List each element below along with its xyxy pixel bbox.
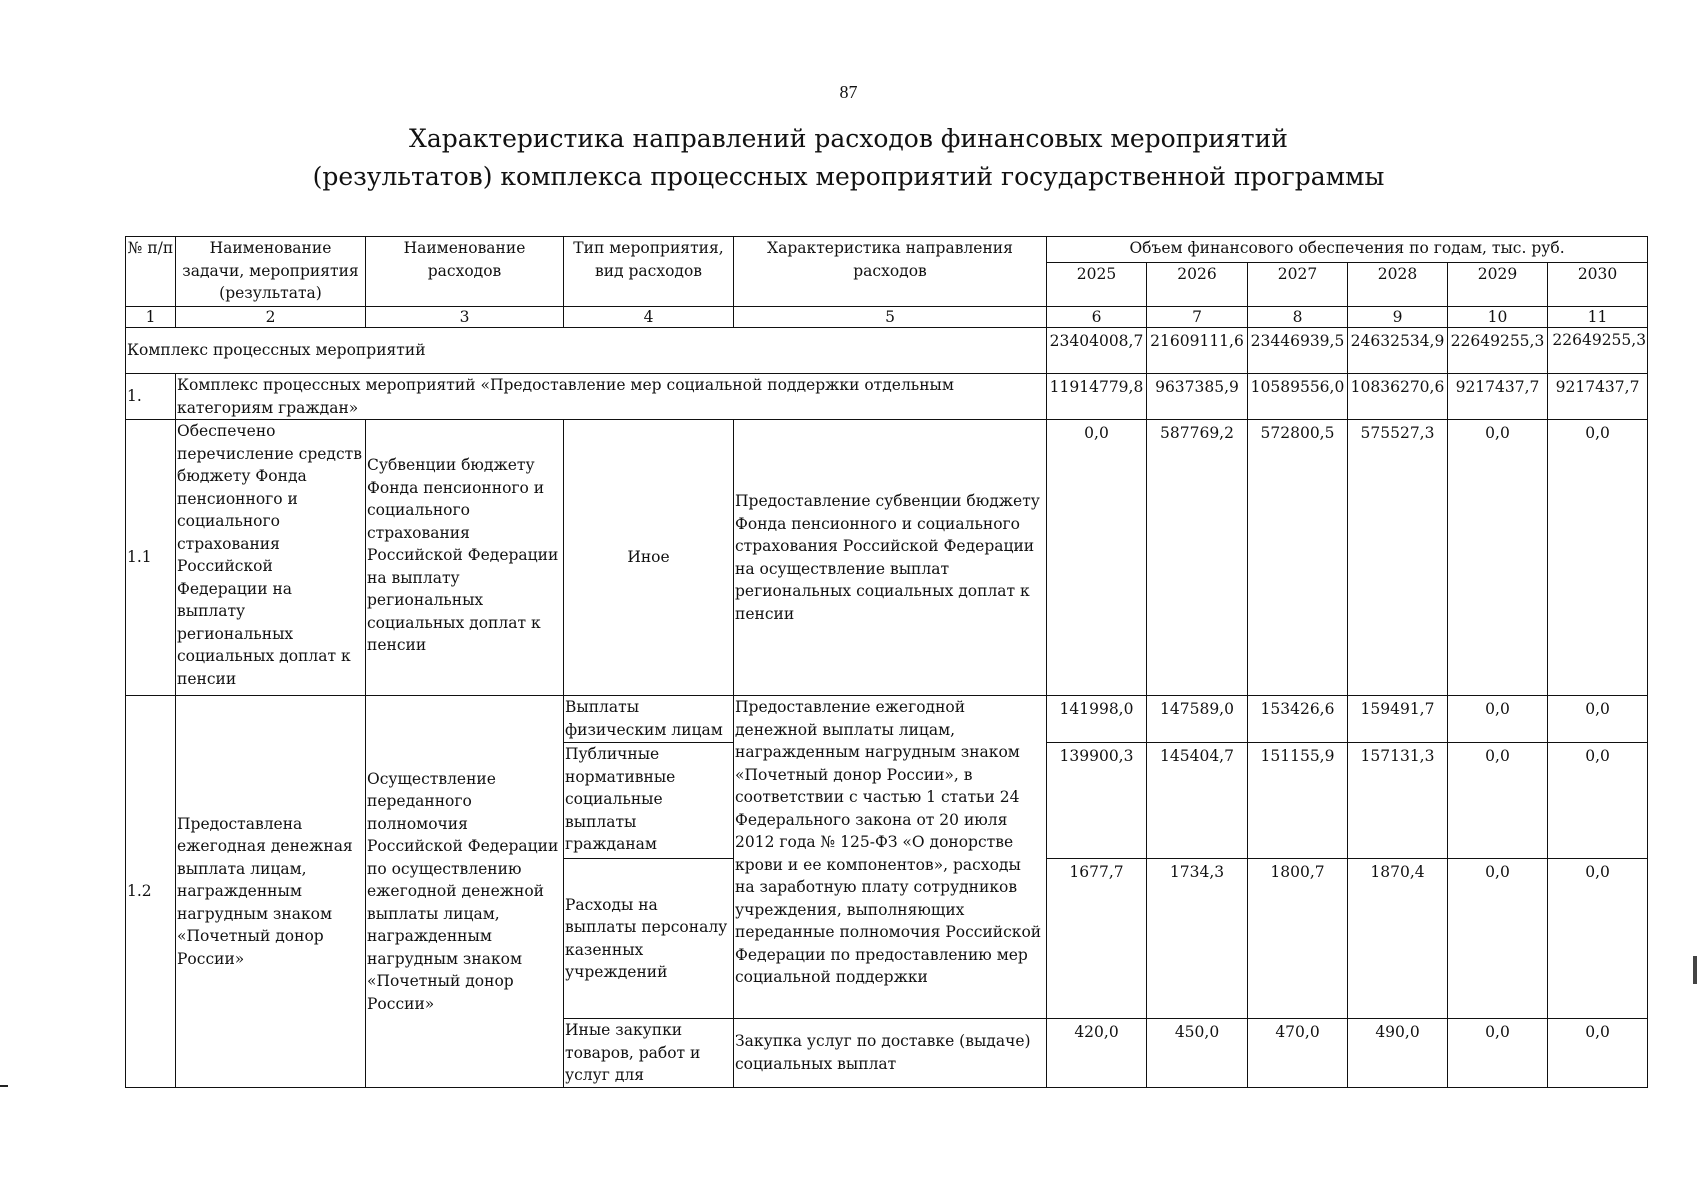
value-cell: 1800,7	[1248, 859, 1348, 1019]
column-number: 6	[1047, 307, 1147, 328]
value-cell: 490,0	[1348, 1019, 1448, 1088]
value-cell: 0,0	[1548, 1019, 1648, 1088]
value-cell: 0,0	[1548, 859, 1648, 1019]
row-1-2-num: 1.2	[126, 696, 176, 1088]
column-number: 7	[1147, 307, 1248, 328]
header-year: 2027	[1248, 263, 1348, 307]
page-number: 87	[839, 82, 858, 102]
title-line-2: (результатов) комплекса процессных мероприятий государственной программы	[312, 162, 1385, 191]
value-cell: 151155,9	[1248, 743, 1348, 859]
title-line-1: Характеристика направлений расходов финансовых мероприятий	[409, 124, 1288, 153]
value-cell: 450,0	[1147, 1019, 1248, 1088]
value-cell: 575527,3	[1348, 420, 1448, 696]
value-cell: 587769,2	[1147, 420, 1248, 696]
value-cell: 159491,7	[1348, 696, 1448, 743]
scan-edge-mark	[1693, 956, 1697, 984]
header-year: 2025	[1047, 263, 1147, 307]
header-characteristic: Характеристика направления расходов	[734, 237, 1047, 307]
value-cell: 0,0	[1548, 743, 1648, 859]
value-cell: 22649255,3	[1448, 328, 1548, 374]
value-cell: 11914779,8	[1047, 374, 1147, 420]
column-number: 11	[1548, 307, 1648, 328]
header-volume: Объем финансового обеспечения по годам, тыс. руб.	[1047, 237, 1648, 263]
header-year: 2030	[1548, 263, 1648, 307]
row-1-2-type: Расходы на выплаты персоналу казенных учреждений	[564, 859, 734, 1019]
header-expense-name: Наименование расходов	[366, 237, 564, 307]
row-1-2-expense-name: Осуществление переданного полномочия Российской Федерации по осуществлению ежегодной денежной выплаты лицам, награжденным нагрудным знаком «Почетный донор России»	[366, 696, 564, 1088]
row-1-2-type: Выплаты физическим лицам	[564, 696, 734, 743]
header-num: № п/п	[126, 237, 176, 307]
value-cell: 145404,7	[1147, 743, 1248, 859]
value-cell: 0,0	[1448, 859, 1548, 1019]
header-year: 2029	[1448, 263, 1548, 307]
value-cell: 147589,0	[1147, 696, 1248, 743]
value-cell: 10836270,6	[1348, 374, 1448, 420]
value-cell: 0,0	[1448, 696, 1548, 743]
document-title	[0, 120, 1697, 196]
value-cell: 0,0	[1448, 420, 1548, 696]
complex-total-row	[126, 328, 1648, 374]
value-cell: 1870,4	[1348, 859, 1448, 1019]
row-1-2-task: Предоставлена ежегодная денежная выплата лицам, награжденным нагрудным знаком «Почетный донор России»	[176, 696, 366, 1088]
value-cell: 572800,5	[1248, 420, 1348, 696]
row-1-1	[126, 420, 1648, 696]
row-1-1-type: Иное	[564, 420, 734, 696]
column-number: 1	[126, 307, 176, 328]
column-number: 8	[1248, 307, 1348, 328]
value-cell: 23404008,7	[1047, 328, 1147, 374]
row-1-2-characteristic: Предоставление ежегодной денежной выплаты лицам, награжденным нагрудным знаком «Почетный донор России», в соответствии с частью 1 статьи 24 Федерального закона от 20 июля 2012 года № 125-ФЗ «О донорстве крови и ее компонентов», расходы на заработную плату сотрудников учреждения, выполняющих переданные полномочия Российской Федерации по предоставлению мер социальной поддержки	[734, 696, 1047, 1019]
value-cell: 0,0	[1047, 420, 1147, 696]
value-cell: 0,0	[1548, 696, 1648, 743]
row-1-1-task: Обеспечено перечисление средств бюджету Фонда пенсионного и социального страхования Российской Федерации на выплату региональных социальных доплат к пенсии	[176, 420, 366, 696]
section-1-num: 1.	[126, 374, 176, 420]
row-1-2-type: Публичные нормативные социальные выплаты гражданам	[564, 743, 734, 859]
section-1-row	[126, 374, 1648, 420]
section-1-label: Комплекс процессных мероприятий «Предоставление мер социальной поддержки отдельным категориям граждан»	[176, 374, 1047, 420]
value-cell: 24632534,9	[1348, 328, 1448, 374]
value-cell: 9217437,7	[1448, 374, 1548, 420]
value-cell: 1677,7	[1047, 859, 1147, 1019]
value-cell: 0,0	[1448, 1019, 1548, 1088]
row-1-2-characteristic-delivery: Закупка услуг по доставке (выдаче) социальных выплат	[734, 1019, 1047, 1088]
value-cell: 9217437,7	[1548, 374, 1648, 420]
header-year: 2028	[1348, 263, 1448, 307]
value-cell: 157131,3	[1348, 743, 1448, 859]
row-1-1-characteristic: Предоставление субвенции бюджету Фонда пенсионного и социального страхования Российской Федерации на осуществление выплат региональных социальных доплат к пенсии	[734, 420, 1047, 696]
value-cell: 10589556,0	[1248, 374, 1348, 420]
value-cell: 153426,6	[1248, 696, 1348, 743]
complex-total-label: Комплекс процессных мероприятий	[126, 328, 1047, 374]
value-cell: 0,0	[1448, 743, 1548, 859]
column-number: 2	[176, 307, 366, 328]
value-cell: 1734,3	[1147, 859, 1248, 1019]
scan-edge-mark	[0, 1085, 8, 1087]
row-1-1-expense-name: Субвенции бюджету Фонда пенсионного и социального страхования Российской Федерации на выплату региональных социальных доплат к пенсии	[366, 420, 564, 696]
value-cell: 470,0	[1248, 1019, 1348, 1088]
value-cell: 0,0	[1548, 420, 1648, 696]
column-number: 5	[734, 307, 1047, 328]
column-number: 10	[1448, 307, 1548, 328]
value-cell: 22649255,3	[1548, 328, 1648, 374]
financing-table	[125, 236, 1648, 1088]
column-number: 3	[366, 307, 564, 328]
row-1-2-type: Иные закупки товаров, работ и услуг для	[564, 1019, 734, 1088]
header-year: 2026	[1147, 263, 1248, 307]
column-number: 9	[1348, 307, 1448, 328]
row-1-2-sub-1	[126, 696, 1648, 743]
value-cell: 21609111,6	[1147, 328, 1248, 374]
column-number: 4	[564, 307, 734, 328]
row-1-1-num: 1.1	[126, 420, 176, 696]
value-cell: 141998,0	[1047, 696, 1147, 743]
value-cell: 139900,3	[1047, 743, 1147, 859]
value-cell: 9637385,9	[1147, 374, 1248, 420]
header-task: Наименование задачи, мероприятия (результата)	[176, 237, 366, 307]
header-type: Тип мероприятия, вид расходов	[564, 237, 734, 307]
value-cell: 23446939,5	[1248, 328, 1348, 374]
value-cell: 420,0	[1047, 1019, 1147, 1088]
